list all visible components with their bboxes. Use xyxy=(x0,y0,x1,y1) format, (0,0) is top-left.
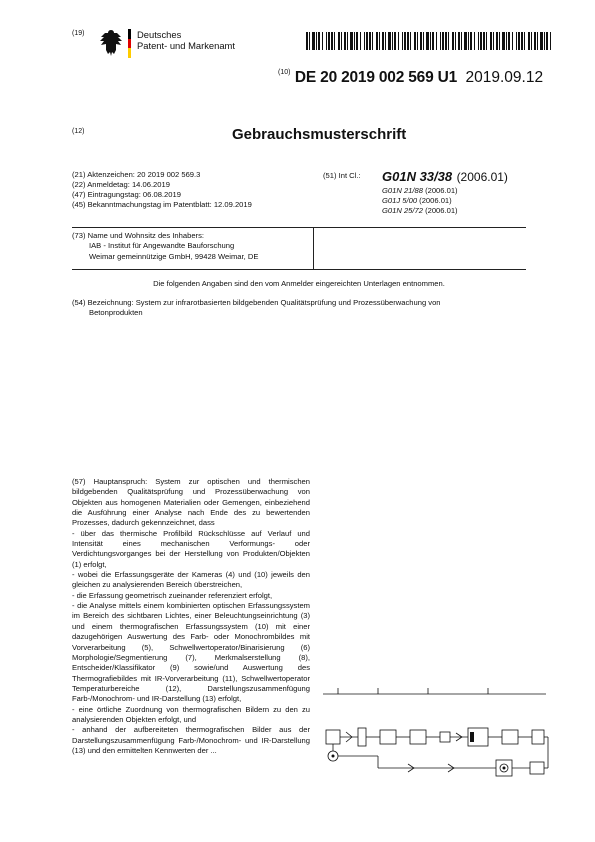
barcode-bar xyxy=(398,32,399,50)
barcode-bar xyxy=(524,32,525,50)
barcode-bar xyxy=(306,32,308,50)
barcode-bar xyxy=(369,32,371,50)
barcode-bar xyxy=(364,32,365,50)
int-cl-label: (51) Int Cl.: xyxy=(323,171,361,180)
barcode-bar xyxy=(490,32,492,50)
barcode-bar xyxy=(360,32,361,50)
barcode-bar xyxy=(528,32,530,50)
claim-paragraph: - über das thermische Profilbild Rückschlüsse auf Verlauf und Intensität eines mechanischen Verformungs- oder Verdichtungsvorganges bei der Herstellung von Produkten/Objekten (1) erfolgt, xyxy=(72,528,310,569)
barcode-bar xyxy=(328,32,330,50)
barcode-bar xyxy=(531,32,532,50)
barcode-bar xyxy=(407,32,409,50)
registration-date: (47) Eintragungstag: 06.08.2019 xyxy=(72,190,181,199)
barcode-bar xyxy=(544,32,545,50)
barcode-bar xyxy=(486,32,487,50)
barcode-bar xyxy=(404,32,406,50)
barcode-bar xyxy=(496,32,498,50)
federal-eagle-logo xyxy=(98,28,124,58)
barcode-bar xyxy=(480,32,482,50)
barcode-bar xyxy=(385,32,386,50)
int-cl-sub-item: G01N 25/72 (2006.01) xyxy=(382,206,458,215)
owner-label: (73) Name und Wohnsitz des Inhabers: xyxy=(72,231,204,240)
int-cl-secondary xyxy=(382,186,458,216)
office-line-2: Patent- und Markenamt xyxy=(137,40,235,51)
claim-paragraph: - anhand der aufbereiteten thermografischen Bilder aus der Darstellungszusammenfügung Farb-/Monochrom- und IR-Darstellung (13) und den ermittelten Kennwerten der ... xyxy=(72,725,310,755)
barcode-bar xyxy=(402,32,403,50)
office-line-1: Deutsches xyxy=(137,29,182,40)
barcode-bar xyxy=(344,32,346,50)
main-claim xyxy=(72,477,310,756)
barcode-bar xyxy=(521,32,523,50)
owner-line-1: IAB - Institut für Angewandte Bauforschung xyxy=(89,241,235,251)
application-number: (21) Aktenzeichen: 20 2019 002 569.3 xyxy=(72,170,201,179)
representative-drawing xyxy=(318,688,550,793)
barcode xyxy=(306,32,551,50)
barcode-bar xyxy=(392,32,393,50)
barcode-bar xyxy=(354,32,355,50)
barcode-bar xyxy=(452,32,454,50)
barcode-bar xyxy=(376,32,378,50)
owner-block xyxy=(72,231,258,262)
barcode-bar xyxy=(468,32,469,50)
barcode-bar xyxy=(499,32,500,50)
claim-paragraph: - die Analyse mittels einem kombinierten optischen Erfassungssystem im Bereich des sichtbaren Lichtes, einer Beleuchtungseinrichtung (3) und einem thermografischen Erfassungssystem (10) mit einer dazugehörigen Auswertung des Farb- oder Monochrombildes mit Vorverarbeitung (5), Schwellwertoperator/Binarisierung (6) Morphologie/Segmentierung (7), Merkmalserstellung (8), Entscheider/Klassifikator (9) sowie/und Auswertung des Thermografiebildes mit IR-Vorverarbeitung (11), Schwellwertoperator Temperaturbereiche (12), Darstellungszusammenfügung Farb-/Monochrom- und IR-Darstellung (13) erfolgt, xyxy=(72,601,310,704)
barcode-bar xyxy=(461,32,462,50)
barcode-bar xyxy=(432,32,434,50)
barcode-bar xyxy=(312,32,315,50)
barcode-bar xyxy=(508,32,510,50)
barcode-bar xyxy=(458,32,460,50)
barcode-bar xyxy=(537,32,538,50)
filing-date: (22) Anmeldetag: 14.06.2019 xyxy=(72,180,170,189)
barcode-bar xyxy=(512,32,513,50)
claim-paragraph: - eine örtliche Zuordnung von thermografischen Bildern zu den zu analysierenden Objekten erfolgt, und xyxy=(72,704,310,724)
barcode-bar xyxy=(483,32,485,50)
barcode-bar xyxy=(546,32,548,50)
publication-line xyxy=(278,69,543,87)
bibliographic-data xyxy=(72,170,252,210)
barcode-bar xyxy=(410,32,411,50)
barcode-bar xyxy=(347,32,348,50)
int-cl-sub-item: G01N 21/88 (2006.01) xyxy=(382,186,458,195)
document-type-title: Gebrauchsmusterschrift xyxy=(232,126,407,143)
barcode-bar xyxy=(478,32,479,50)
barcode-bar xyxy=(436,32,437,50)
publication-date: 2019.09.12 xyxy=(465,69,544,86)
invention-title xyxy=(72,298,542,318)
barcode-bar xyxy=(322,32,323,50)
barcode-bar xyxy=(338,32,340,50)
barcode-bar xyxy=(318,32,320,50)
barcode-bar xyxy=(540,32,543,50)
barcode-bar xyxy=(502,32,505,50)
barcode-bar xyxy=(341,32,342,50)
barcode-bar xyxy=(464,32,467,50)
barcode-bar xyxy=(445,32,447,50)
inid-19: (19) xyxy=(72,30,85,37)
barcode-bar xyxy=(470,32,472,50)
barcode-bar xyxy=(334,32,335,50)
barcode-bar xyxy=(388,32,391,50)
claim-paragraph: - wobei die Erfassungsgeräte der Kameras (4) und (10) jeweils den gleichen zu analysierenden Bereich überstreichen, xyxy=(72,570,310,590)
int-cl-sub-item: G01J 5/00 (2006.01) xyxy=(382,196,452,205)
barcode-bar xyxy=(430,32,431,50)
barcode-bar xyxy=(316,32,317,50)
barcode-bar xyxy=(518,32,520,50)
int-cl-main-version: (2006.01) xyxy=(456,170,508,184)
int-cl-main xyxy=(382,168,508,186)
barcode-bar xyxy=(455,32,456,50)
barcode-bar xyxy=(474,32,475,50)
office-name xyxy=(137,29,235,51)
publication-number: DE 20 2019 002 569 U1 xyxy=(294,69,458,86)
barcode-bar xyxy=(423,32,424,50)
barcode-bar xyxy=(382,32,384,50)
barcode-bar xyxy=(550,32,551,50)
claim-paragraph: - die Erfassung geometrisch zueinander referenziert erfolgt, xyxy=(72,590,273,600)
divider xyxy=(72,227,526,228)
barcode-bar xyxy=(331,32,333,50)
claim-paragraph: (57) Hauptanspruch: System zur optischen und thermischen bildgebenden Qualitätsprüfung und Prozessüberwachung von Objekten aus homogenen Materialien oder Gemengen, einbeziehend die Ausführung einer Analyse nach Ende des zu bewertenden Prozesses, dadurch gekennzeichnet, dass xyxy=(72,477,310,528)
divider xyxy=(72,269,526,270)
barcode-bar xyxy=(440,32,441,50)
barcode-bar xyxy=(350,32,353,50)
barcode-bar xyxy=(493,32,494,50)
int-cl-main-code: G01N 33/38 xyxy=(382,169,453,184)
barcode-bar xyxy=(534,32,536,50)
inid-10: (10) xyxy=(278,69,291,76)
inid-12: (12) xyxy=(72,128,85,135)
title-line-1: (54) Bezeichnung: System zur infrarotbasierten bildgebenden Qualitätsprüfung und Prozessüberwachung von xyxy=(72,298,441,307)
title-line-2: Betonprodukten xyxy=(89,308,143,317)
barcode-bar xyxy=(372,32,373,50)
flag-stripe xyxy=(128,29,131,58)
barcode-bar xyxy=(448,32,449,50)
barcode-bar xyxy=(379,32,380,50)
barcode-bar xyxy=(426,32,429,50)
barcode-bar xyxy=(366,32,368,50)
applicant-note: Die folgenden Angaben sind den vom Anmelder eingereichten Unterlagen entnommen. xyxy=(153,279,445,288)
barcode-bar xyxy=(506,32,507,50)
barcode-bar xyxy=(417,32,418,50)
barcode-bar xyxy=(356,32,358,50)
barcode-bar xyxy=(414,32,416,50)
owner-line-2: Weimar gemeinnützige GmbH, 99428 Weimar, DE xyxy=(89,251,259,261)
barcode-bar xyxy=(442,32,444,50)
divider xyxy=(313,227,314,269)
barcode-bar xyxy=(420,32,422,50)
barcode-bar xyxy=(516,32,517,50)
barcode-bar xyxy=(326,32,327,50)
publication-date-gazette: (45) Bekanntmachungstag im Patentblatt: 12.09.2019 xyxy=(72,200,252,209)
barcode-bar xyxy=(309,32,310,50)
barcode-bar xyxy=(394,32,396,50)
